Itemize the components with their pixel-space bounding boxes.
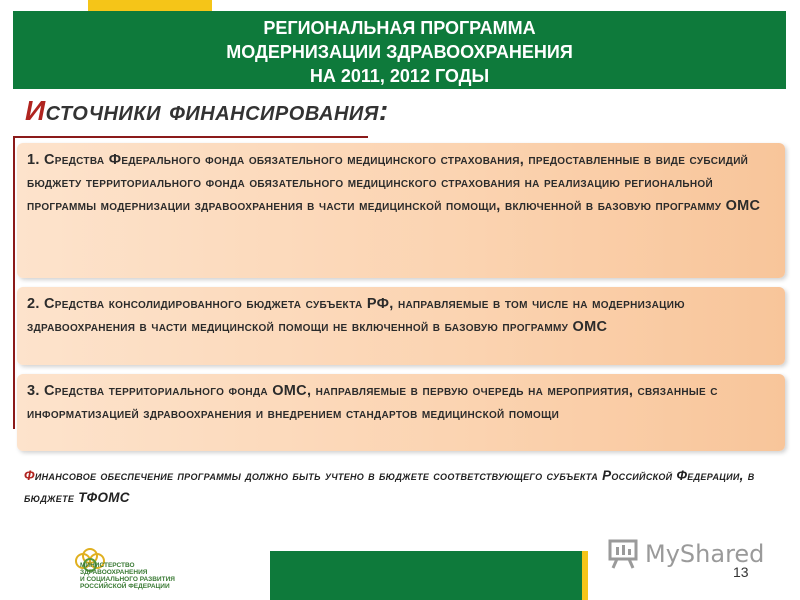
note-text: инансовое обеспечение программы должно быть учтено в бюджете соответствующего субъекта Российской Федерации, в бюджете ТФОМС (24, 468, 755, 505)
ministry-line-4: РОССИЙСКОЙ ФЕДЕРАЦИИ (80, 583, 170, 590)
left-divider-line (13, 136, 15, 429)
footer-green-bar (270, 551, 582, 600)
ministry-logo (68, 544, 188, 598)
funding-source-3: 3. Средства территориального фонда ОМС, направляемые в первую очередь на мероприятия, связанные с информатизацией здравоохранения и внедрением стандартов медицинской помощи (17, 374, 785, 451)
funding-source-1: 1. Средства Федерального фонда обязательного медицинского страхования, предоставленные в виде субсидий бюджету территориального фонда обязательного медицинского страхования на реализацию региональной программы модернизации здравоохранения в части медицинской помощи, включенной в базовую программу ОМС (17, 143, 785, 278)
header-line-1: РЕГИОНАЛЬНАЯ ПРОГРАММА (263, 18, 536, 38)
title-first-letter: И (25, 95, 46, 126)
footer-yellow-bar (582, 551, 588, 600)
header-banner (13, 11, 786, 89)
financing-note (24, 465, 784, 509)
watermark-text: MyShared (645, 540, 765, 568)
note-first-letter: Ф (24, 468, 35, 483)
page-title (25, 95, 389, 127)
top-divider-line (13, 136, 368, 138)
top-yellow-strip (88, 0, 212, 11)
page-number: 13 (733, 564, 749, 580)
funding-source-2: 2. Средства консолидированного бюджета субъекта РФ, направляемые в том числе на модернизацию здравоохранения в части медицинской помощи не включенной в базовую программу ОМС (17, 287, 785, 365)
header-line-3: НА 2011, 2012 ГОДЫ (309, 66, 490, 86)
ministry-name (80, 562, 190, 590)
presentation-icon (607, 538, 641, 570)
header-line-2: МОДЕРНИЗАЦИИ ЗДРАВООХРАНЕНИЯ (226, 42, 573, 62)
ministry-line-2: ЗДРАВООХРАНЕНИЯ (80, 569, 148, 576)
title-rest: сточники финансирования: (45, 95, 389, 126)
ministry-line-1: МИНИСТЕРСТВО (80, 562, 135, 569)
ministry-line-3: И СОЦИАЛЬНОГО РАЗВИТИЯ (80, 576, 175, 583)
